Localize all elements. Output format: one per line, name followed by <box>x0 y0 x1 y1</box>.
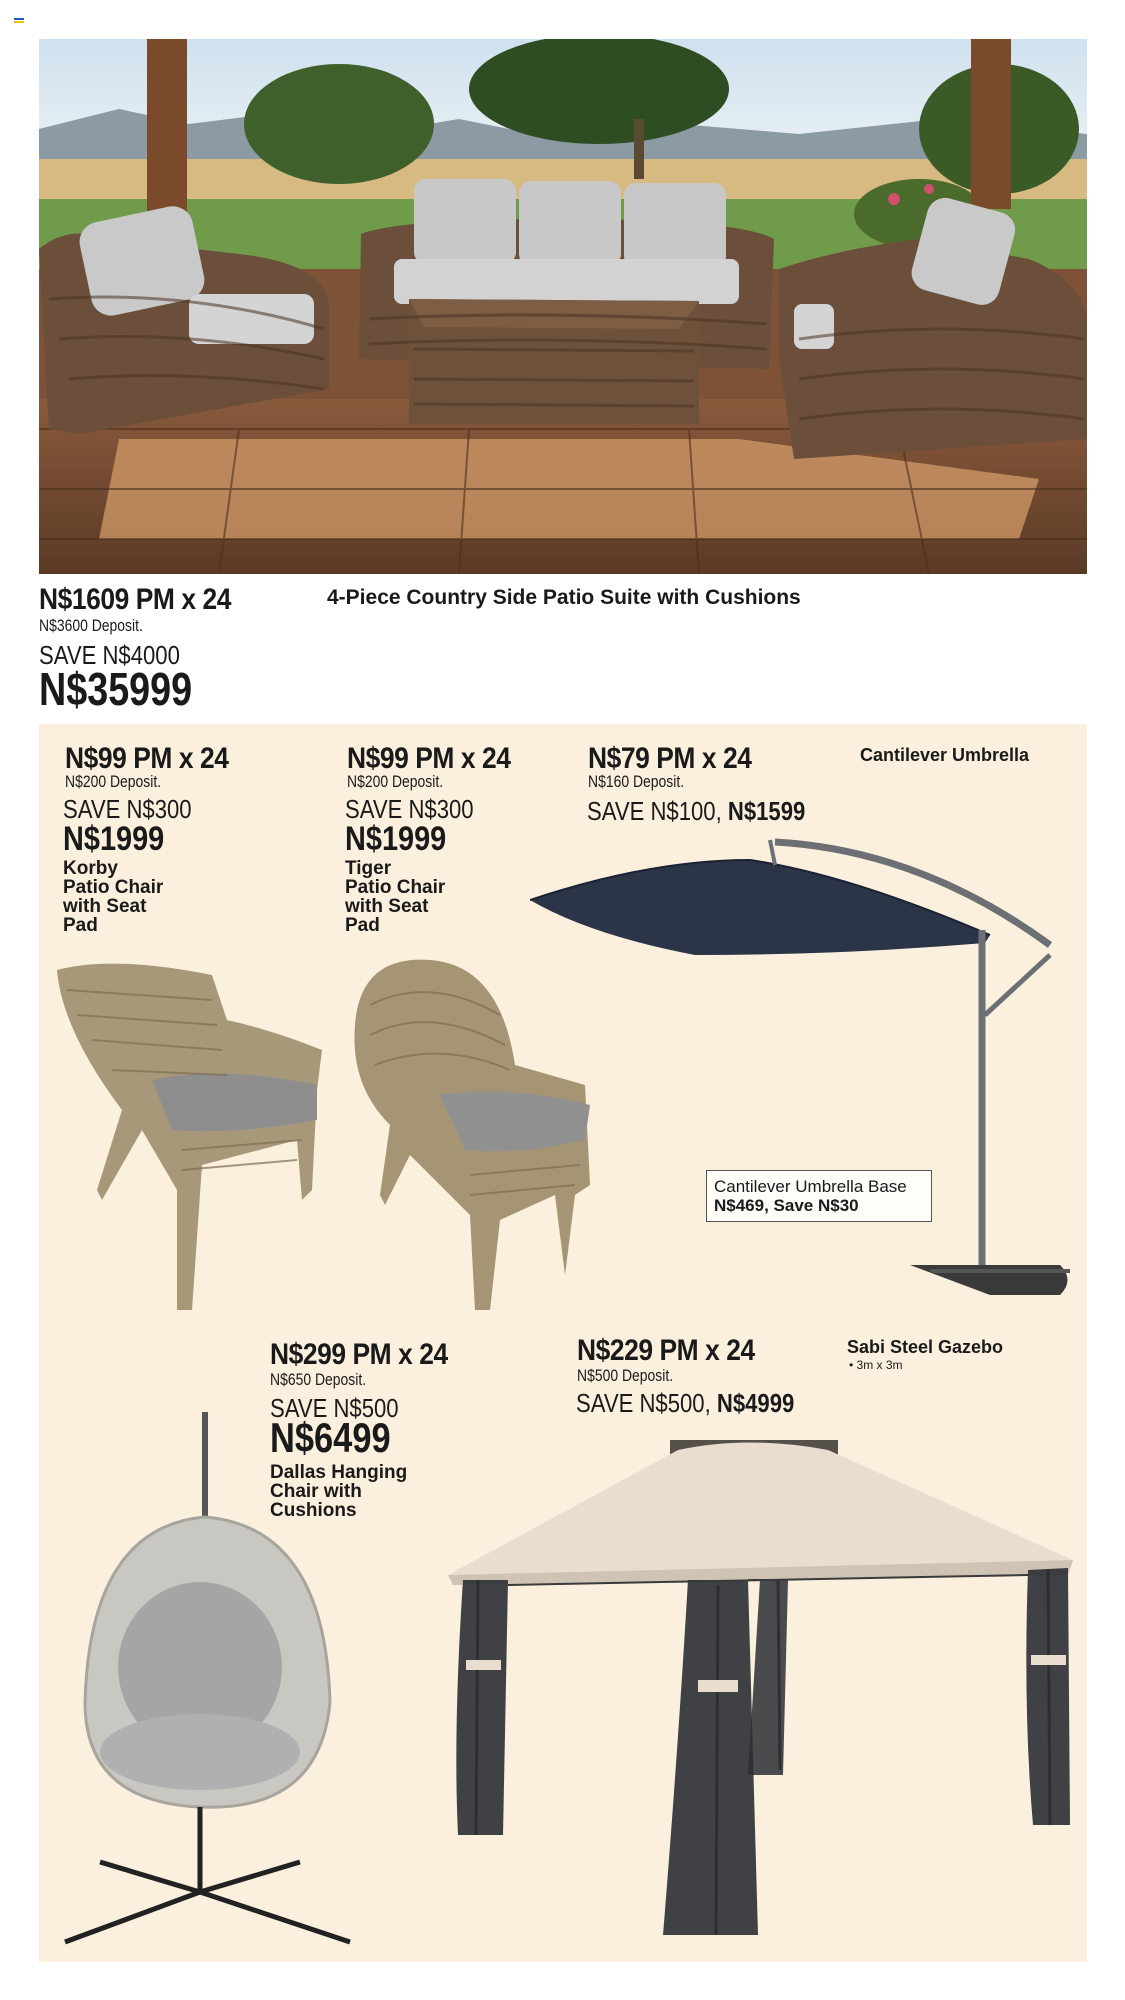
hanging-chair-photo <box>60 1412 360 1952</box>
gazebo-spec: • 3m x 3m <box>849 1358 903 1372</box>
dallas-monthly: N$299 PM x 24 <box>270 1338 448 1371</box>
tiger-deposit: N$200 Deposit. <box>347 772 444 791</box>
tiger-price: N$1999 <box>345 820 447 858</box>
umbrella-base-callout: Cantilever Umbrella Base N$469, Save N$30 <box>706 1170 932 1222</box>
korby-save: SAVE N$300 <box>63 794 192 824</box>
dallas-price: N$6499 <box>270 1414 391 1461</box>
korby-monthly: N$99 PM x 24 <box>65 742 229 775</box>
hero-deposit: N$3600 Deposit. <box>39 616 143 635</box>
korby-deposit: N$200 Deposit. <box>65 772 162 791</box>
hero-monthly-price: N$1609 PM x 24 <box>39 583 231 616</box>
tiger-save: SAVE N$300 <box>345 794 474 824</box>
tiger-name: Tiger Patio Chair with Seat Pad <box>345 858 446 936</box>
dallas-save: SAVE N$500 <box>270 1393 399 1423</box>
umbrella-name: Cantilever Umbrella <box>860 745 1030 765</box>
umbrella-save-price: SAVE N$100, N$1599 <box>587 796 806 826</box>
gazebo-monthly: N$229 PM x 24 <box>577 1334 755 1367</box>
korby-chair-photo <box>52 960 327 1310</box>
logo-mark-icon <box>14 18 24 24</box>
hero-save: SAVE N$4000 <box>39 640 180 670</box>
umbrella-deposit: N$160 Deposit. <box>588 772 685 791</box>
steel-gazebo-photo <box>448 1430 1073 1945</box>
gazebo-name: Sabi Steel Gazebo <box>847 1337 1004 1357</box>
korby-price: N$1999 <box>63 820 165 858</box>
korby-name: Korby Patio Chair with Seat Pad <box>63 858 164 936</box>
gazebo-deposit: N$500 Deposit. <box>577 1366 674 1385</box>
hero-price: N$35999 <box>39 663 193 715</box>
tiger-monthly: N$99 PM x 24 <box>347 742 511 775</box>
patio-suite-photo <box>39 39 1087 574</box>
dallas-deposit: N$650 Deposit. <box>270 1370 367 1389</box>
dallas-name: Dallas Hanging Chair with Cushions <box>270 1462 408 1521</box>
hero-product-name: 4-Piece Country Side Patio Suite with Cushions <box>327 586 801 609</box>
umbrella-monthly: N$79 PM x 24 <box>588 742 752 775</box>
cantilever-umbrella-photo <box>530 835 1080 1310</box>
gazebo-save-price: SAVE N$500, N$4999 <box>576 1388 795 1418</box>
